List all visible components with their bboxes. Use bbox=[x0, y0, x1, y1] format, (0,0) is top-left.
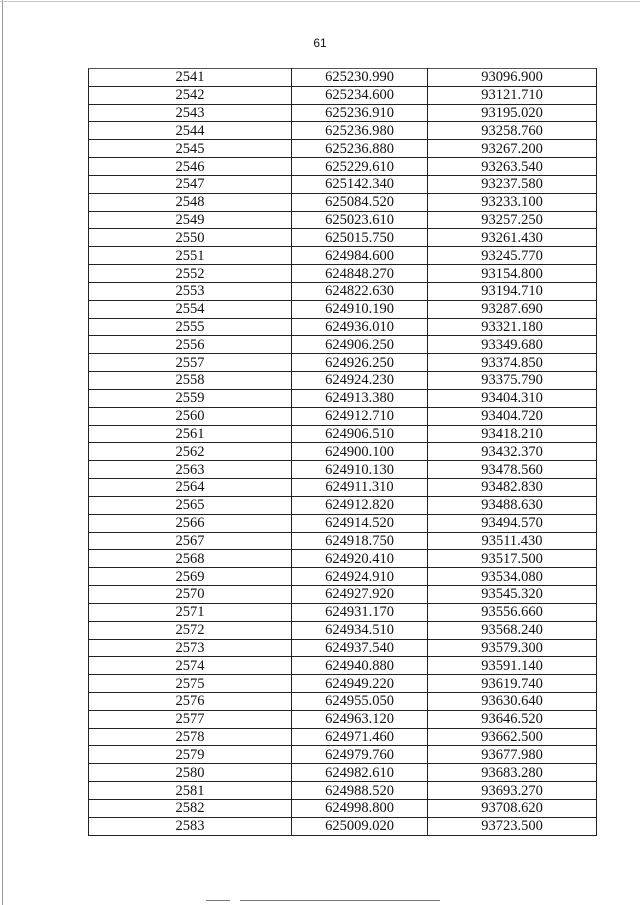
table-row bbox=[89, 764, 597, 782]
y-coordinate-cell: 93677.980 bbox=[428, 746, 597, 764]
point-number-cell: 2544 bbox=[89, 122, 292, 140]
table-row bbox=[89, 425, 597, 443]
point-number-cell: 2556 bbox=[89, 336, 292, 354]
x-coordinate-cell: 625084.520 bbox=[292, 193, 428, 211]
table-row bbox=[89, 265, 597, 283]
y-coordinate-cell: 93258.760 bbox=[428, 122, 597, 140]
x-coordinate-cell: 624934.510 bbox=[292, 621, 428, 639]
table-row bbox=[89, 122, 597, 140]
x-coordinate-cell: 624924.910 bbox=[292, 568, 428, 586]
table-row bbox=[89, 389, 597, 407]
table-row bbox=[89, 69, 597, 87]
y-coordinate-cell: 93287.690 bbox=[428, 300, 597, 318]
x-coordinate-cell: 624998.800 bbox=[292, 799, 428, 817]
point-number-cell: 2557 bbox=[89, 354, 292, 372]
point-number-cell: 2566 bbox=[89, 514, 292, 532]
y-coordinate-cell: 93267.200 bbox=[428, 140, 597, 158]
table-row bbox=[89, 728, 597, 746]
y-coordinate-cell: 93321.180 bbox=[428, 318, 597, 336]
x-coordinate-cell: 624920.410 bbox=[292, 550, 428, 568]
table-row bbox=[89, 568, 597, 586]
x-coordinate-cell: 624971.460 bbox=[292, 728, 428, 746]
point-number-cell: 2547 bbox=[89, 175, 292, 193]
y-coordinate-cell: 93662.500 bbox=[428, 728, 597, 746]
point-number-cell: 2563 bbox=[89, 461, 292, 479]
y-coordinate-cell: 93556.660 bbox=[428, 603, 597, 621]
y-coordinate-cell: 93534.080 bbox=[428, 568, 597, 586]
table-row bbox=[89, 158, 597, 176]
table-row bbox=[89, 657, 597, 675]
y-coordinate-cell: 93478.560 bbox=[428, 461, 597, 479]
table-row bbox=[89, 479, 597, 497]
y-coordinate-cell: 93374.850 bbox=[428, 354, 597, 372]
point-number-cell: 2550 bbox=[89, 229, 292, 247]
table-row bbox=[89, 603, 597, 621]
y-coordinate-cell: 93579.300 bbox=[428, 639, 597, 657]
table-row bbox=[89, 354, 597, 372]
point-number-cell: 2575 bbox=[89, 675, 292, 693]
point-number-cell: 2572 bbox=[89, 621, 292, 639]
y-coordinate-cell: 93432.370 bbox=[428, 443, 597, 461]
page-bottom-mark-right bbox=[240, 900, 440, 901]
y-coordinate-cell: 93683.280 bbox=[428, 764, 597, 782]
x-coordinate-cell: 624906.250 bbox=[292, 336, 428, 354]
point-number-cell: 2581 bbox=[89, 782, 292, 800]
point-number-cell: 2574 bbox=[89, 657, 292, 675]
x-coordinate-cell: 624949.220 bbox=[292, 675, 428, 693]
x-coordinate-cell: 625236.910 bbox=[292, 104, 428, 122]
x-coordinate-cell: 624906.510 bbox=[292, 425, 428, 443]
table-row bbox=[89, 318, 597, 336]
table-row bbox=[89, 550, 597, 568]
x-coordinate-cell: 624912.710 bbox=[292, 407, 428, 425]
x-coordinate-cell: 625236.880 bbox=[292, 140, 428, 158]
coordinates-table bbox=[88, 68, 597, 836]
point-number-cell: 2554 bbox=[89, 300, 292, 318]
y-coordinate-cell: 93591.140 bbox=[428, 657, 597, 675]
table-row bbox=[89, 746, 597, 764]
point-number-cell: 2569 bbox=[89, 568, 292, 586]
point-number-cell: 2560 bbox=[89, 407, 292, 425]
x-coordinate-cell: 624912.820 bbox=[292, 496, 428, 514]
y-coordinate-cell: 93233.100 bbox=[428, 193, 597, 211]
point-number-cell: 2549 bbox=[89, 211, 292, 229]
y-coordinate-cell: 93693.270 bbox=[428, 782, 597, 800]
table-row bbox=[89, 532, 597, 550]
x-coordinate-cell: 624984.600 bbox=[292, 247, 428, 265]
x-coordinate-cell: 624918.750 bbox=[292, 532, 428, 550]
point-number-cell: 2579 bbox=[89, 746, 292, 764]
x-coordinate-cell: 624910.130 bbox=[292, 461, 428, 479]
table-row bbox=[89, 229, 597, 247]
point-number-cell: 2576 bbox=[89, 692, 292, 710]
coordinates-table-body bbox=[89, 69, 597, 836]
y-coordinate-cell: 93723.500 bbox=[428, 817, 597, 835]
x-coordinate-cell: 624822.630 bbox=[292, 282, 428, 300]
x-coordinate-cell: 625015.750 bbox=[292, 229, 428, 247]
x-coordinate-cell: 624931.170 bbox=[292, 603, 428, 621]
table-row bbox=[89, 104, 597, 122]
point-number-cell: 2543 bbox=[89, 104, 292, 122]
table-row bbox=[89, 300, 597, 318]
table-row bbox=[89, 496, 597, 514]
x-coordinate-cell: 625023.610 bbox=[292, 211, 428, 229]
y-coordinate-cell: 93404.720 bbox=[428, 407, 597, 425]
table-row bbox=[89, 782, 597, 800]
table-row bbox=[89, 247, 597, 265]
point-number-cell: 2559 bbox=[89, 389, 292, 407]
y-coordinate-cell: 93646.520 bbox=[428, 710, 597, 728]
y-coordinate-cell: 93194.710 bbox=[428, 282, 597, 300]
x-coordinate-cell: 624914.520 bbox=[292, 514, 428, 532]
x-coordinate-cell: 624979.760 bbox=[292, 746, 428, 764]
table-row bbox=[89, 86, 597, 104]
x-coordinate-cell: 625229.610 bbox=[292, 158, 428, 176]
point-number-cell: 2558 bbox=[89, 372, 292, 390]
x-coordinate-cell: 624937.540 bbox=[292, 639, 428, 657]
y-coordinate-cell: 93237.580 bbox=[428, 175, 597, 193]
point-number-cell: 2583 bbox=[89, 817, 292, 835]
table-row bbox=[89, 621, 597, 639]
point-number-cell: 2580 bbox=[89, 764, 292, 782]
y-coordinate-cell: 93517.500 bbox=[428, 550, 597, 568]
page-edge-left bbox=[2, 0, 3, 905]
page-bottom-mark-left bbox=[206, 900, 230, 901]
point-number-cell: 2582 bbox=[89, 799, 292, 817]
x-coordinate-cell: 624940.880 bbox=[292, 657, 428, 675]
y-coordinate-cell: 93257.250 bbox=[428, 211, 597, 229]
y-coordinate-cell: 93349.680 bbox=[428, 336, 597, 354]
x-coordinate-cell: 625142.340 bbox=[292, 175, 428, 193]
x-coordinate-cell: 624955.050 bbox=[292, 692, 428, 710]
x-coordinate-cell: 624927.920 bbox=[292, 586, 428, 604]
point-number-cell: 2562 bbox=[89, 443, 292, 461]
y-coordinate-cell: 93630.640 bbox=[428, 692, 597, 710]
table-row bbox=[89, 639, 597, 657]
y-coordinate-cell: 93545.320 bbox=[428, 586, 597, 604]
point-number-cell: 2541 bbox=[89, 69, 292, 87]
page-number: 61 bbox=[313, 36, 327, 50]
table-row bbox=[89, 372, 597, 390]
point-number-cell: 2546 bbox=[89, 158, 292, 176]
page-edge-top bbox=[0, 1, 640, 2]
x-coordinate-cell: 624963.120 bbox=[292, 710, 428, 728]
table-row bbox=[89, 282, 597, 300]
table-row bbox=[89, 514, 597, 532]
y-coordinate-cell: 93096.900 bbox=[428, 69, 597, 87]
x-coordinate-cell: 624848.270 bbox=[292, 265, 428, 283]
x-coordinate-cell: 624926.250 bbox=[292, 354, 428, 372]
point-number-cell: 2567 bbox=[89, 532, 292, 550]
x-coordinate-cell: 625230.990 bbox=[292, 69, 428, 87]
table-row bbox=[89, 461, 597, 479]
y-coordinate-cell: 93263.540 bbox=[428, 158, 597, 176]
y-coordinate-cell: 93494.570 bbox=[428, 514, 597, 532]
x-coordinate-cell: 624900.100 bbox=[292, 443, 428, 461]
y-coordinate-cell: 93121.710 bbox=[428, 86, 597, 104]
y-coordinate-cell: 93511.430 bbox=[428, 532, 597, 550]
table-row bbox=[89, 799, 597, 817]
table-row bbox=[89, 175, 597, 193]
x-coordinate-cell: 624982.610 bbox=[292, 764, 428, 782]
point-number-cell: 2565 bbox=[89, 496, 292, 514]
y-coordinate-cell: 93261.430 bbox=[428, 229, 597, 247]
x-coordinate-cell: 624911.310 bbox=[292, 479, 428, 497]
point-number-cell: 2555 bbox=[89, 318, 292, 336]
point-number-cell: 2571 bbox=[89, 603, 292, 621]
table-row bbox=[89, 211, 597, 229]
x-coordinate-cell: 625236.980 bbox=[292, 122, 428, 140]
x-coordinate-cell: 624910.190 bbox=[292, 300, 428, 318]
y-coordinate-cell: 93195.020 bbox=[428, 104, 597, 122]
table-row bbox=[89, 193, 597, 211]
x-coordinate-cell: 624924.230 bbox=[292, 372, 428, 390]
table-row bbox=[89, 692, 597, 710]
point-number-cell: 2552 bbox=[89, 265, 292, 283]
y-coordinate-cell: 93375.790 bbox=[428, 372, 597, 390]
point-number-cell: 2573 bbox=[89, 639, 292, 657]
y-coordinate-cell: 93418.210 bbox=[428, 425, 597, 443]
table-row bbox=[89, 817, 597, 835]
x-coordinate-cell: 625009.020 bbox=[292, 817, 428, 835]
table-row bbox=[89, 586, 597, 604]
point-number-cell: 2564 bbox=[89, 479, 292, 497]
x-coordinate-cell: 625234.600 bbox=[292, 86, 428, 104]
point-number-cell: 2545 bbox=[89, 140, 292, 158]
point-number-cell: 2578 bbox=[89, 728, 292, 746]
table-row bbox=[89, 407, 597, 425]
table-row bbox=[89, 140, 597, 158]
table-row bbox=[89, 336, 597, 354]
table-row bbox=[89, 443, 597, 461]
y-coordinate-cell: 93488.630 bbox=[428, 496, 597, 514]
y-coordinate-cell: 93404.310 bbox=[428, 389, 597, 407]
x-coordinate-cell: 624913.380 bbox=[292, 389, 428, 407]
y-coordinate-cell: 93154.800 bbox=[428, 265, 597, 283]
y-coordinate-cell: 93619.740 bbox=[428, 675, 597, 693]
y-coordinate-cell: 93568.240 bbox=[428, 621, 597, 639]
table-row bbox=[89, 675, 597, 693]
x-coordinate-cell: 624988.520 bbox=[292, 782, 428, 800]
point-number-cell: 2553 bbox=[89, 282, 292, 300]
y-coordinate-cell: 93482.830 bbox=[428, 479, 597, 497]
point-number-cell: 2577 bbox=[89, 710, 292, 728]
point-number-cell: 2568 bbox=[89, 550, 292, 568]
point-number-cell: 2551 bbox=[89, 247, 292, 265]
y-coordinate-cell: 93245.770 bbox=[428, 247, 597, 265]
table-row bbox=[89, 710, 597, 728]
y-coordinate-cell: 93708.620 bbox=[428, 799, 597, 817]
point-number-cell: 2548 bbox=[89, 193, 292, 211]
point-number-cell: 2561 bbox=[89, 425, 292, 443]
x-coordinate-cell: 624936.010 bbox=[292, 318, 428, 336]
point-number-cell: 2542 bbox=[89, 86, 292, 104]
point-number-cell: 2570 bbox=[89, 586, 292, 604]
